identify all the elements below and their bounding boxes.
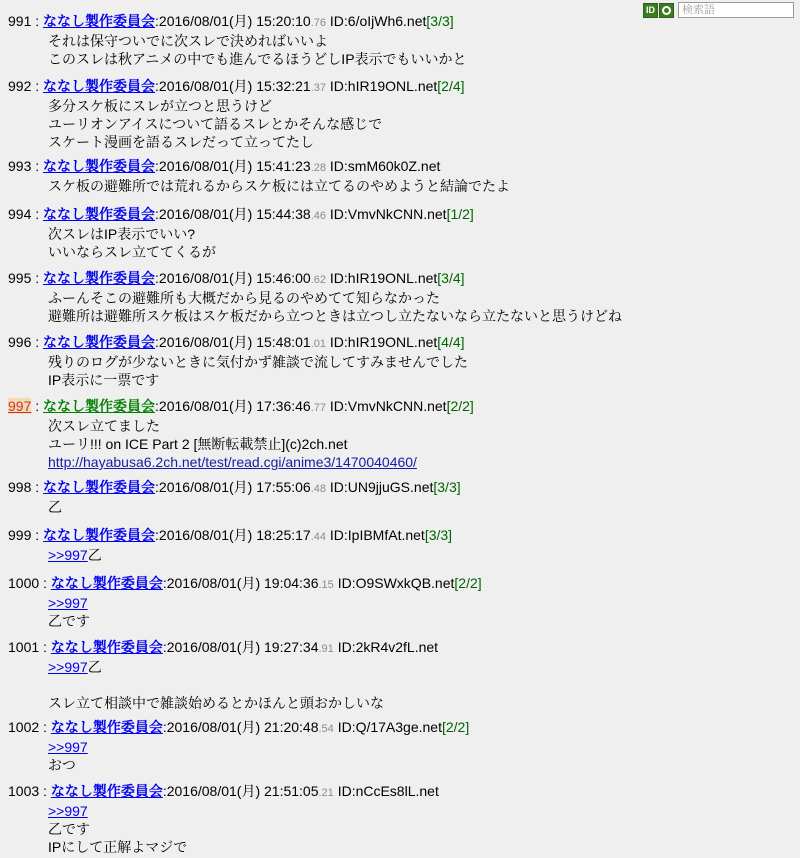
poster-id[interactable]: ID:6/oIjWh6.net (329, 13, 427, 29)
post-body (48, 32, 800, 68)
post-body (48, 738, 800, 774)
poster-id[interactable]: ID:Q/17A3ge.net (337, 719, 442, 735)
post-number[interactable]: 998 (8, 479, 32, 495)
post-count: [2/4] (437, 78, 465, 94)
poster-id[interactable]: ID:O9SWxkQB.net (337, 575, 455, 591)
reply-anchor[interactable]: >>997 (48, 739, 88, 755)
post-line: 乙です (48, 613, 90, 629)
post-body (48, 177, 800, 195)
reply-anchor[interactable]: >>997 (48, 595, 88, 611)
post-count: [2/2] (454, 575, 482, 591)
post-header: 994 : ななし製作委員会:2016/08/01(月) 15:44:38.46 ID:VmvNkCNN.net[1/2] (8, 206, 474, 222)
post-date-fraction: .76 (310, 17, 326, 29)
post-number[interactable]: 995 (8, 270, 32, 286)
post-header: 999 : ななし製作委員会:2016/08/01(月) 18:25:17.44 ID:IpIBMfAt.net[3/3] (8, 527, 453, 543)
post-header: 1001 : ななし製作委員会:2016/08/01(月) 19:27:34.91 ID:2kR4v2fL.net (8, 639, 439, 655)
post (8, 782, 800, 856)
poster-id[interactable]: ID:hIR19ONL.net (329, 334, 438, 350)
reply-anchor[interactable]: >>997 (48, 803, 88, 819)
blank-line (48, 676, 800, 694)
poster-id[interactable]: ID:VmvNkCNN.net (329, 206, 447, 222)
poster-name[interactable]: ななし製作委員会 (43, 78, 156, 94)
post-header: 993 : ななし製作委員会:2016/08/01(月) 15:41:23.28 ID:smM60k0Z.net (8, 158, 441, 174)
post-number[interactable]: 997 (8, 398, 32, 414)
post-count: [3/3] (426, 13, 454, 29)
post-body (48, 353, 800, 389)
post-number[interactable]: 999 (8, 527, 32, 543)
post-line: 乙 (87, 547, 102, 563)
post-body (48, 289, 800, 325)
post-body (48, 498, 800, 516)
post-body (48, 546, 800, 564)
post-line: 乙 (87, 659, 102, 675)
post-date-fraction: .44 (310, 531, 326, 543)
post-count: [3/3] (424, 527, 453, 543)
search-toolbar (643, 1, 800, 19)
post (8, 12, 800, 68)
post-count: [1/2] (446, 206, 474, 222)
post-line: それは保守ついでに次スレで決めればいいよ (48, 33, 328, 49)
post (8, 638, 800, 712)
poster-name[interactable]: ななし製作委員会 (43, 527, 156, 543)
post-number[interactable]: 1002 (8, 719, 40, 735)
post-body (48, 658, 800, 712)
poster-id[interactable]: ID:VmvNkCNN.net (329, 398, 447, 414)
post-number[interactable]: 991 (8, 13, 32, 29)
thread-link[interactable]: http://hayabusa6.2ch.net/test/read.cgi/anime3/1470040460/ (48, 454, 417, 470)
post-date-fraction: .21 (318, 787, 334, 799)
post-line: 多分スケ板にスレが立つと思うけど (48, 98, 272, 114)
reply-anchor[interactable]: >>997 (48, 547, 88, 563)
post (8, 397, 800, 471)
poster-name[interactable]: ななし製作委員会 (50, 575, 163, 591)
post-count: [4/4] (437, 334, 465, 350)
post-date: 2016/08/01(月) 17:36:46 (158, 398, 311, 414)
post-line: スケ板の避難所では荒れるからスケ板には立てるのやめようと結論でたよ (48, 178, 510, 194)
post-line: 残りのログが少ないときに気付かず雑談で流してすみませんでした (48, 354, 468, 370)
post-date-fraction: .28 (310, 162, 326, 174)
post-date-fraction: .77 (310, 402, 326, 414)
post-date-fraction: .54 (318, 723, 334, 735)
post-line: 乙 (48, 499, 62, 515)
post-header: 995 : ななし製作委員会:2016/08/01(月) 15:46:00.62 ID:hIR19ONL.net[3/4] (8, 270, 465, 286)
post-count: [3/4] (437, 270, 465, 286)
post-line: おつ (48, 757, 76, 773)
post (8, 157, 800, 195)
post-number[interactable]: 1003 (8, 783, 40, 799)
poster-name[interactable]: ななし製作委員会 (43, 158, 156, 174)
post-number[interactable]: 994 (8, 206, 32, 222)
poster-id[interactable]: ID:smM60k0Z.net (329, 158, 441, 174)
post (8, 77, 800, 151)
post-header: 1002 : ななし製作委員会:2016/08/01(月) 21:20:48.54 ID:Q/17A3ge.net[2/2] (8, 719, 470, 735)
post (8, 333, 800, 389)
poster-name[interactable]: ななし製作委員会 (50, 719, 163, 735)
post (8, 718, 800, 774)
post-date: 2016/08/01(月) 15:41:23 (158, 158, 311, 174)
post-date-fraction: .91 (318, 643, 334, 655)
poster-id[interactable]: ID:2kR4v2fL.net (337, 639, 439, 655)
post (8, 269, 800, 325)
post (8, 574, 800, 630)
post-date: 2016/08/01(月) 21:51:05 (166, 783, 319, 799)
post-date: 2016/08/01(月) 15:48:01 (158, 334, 311, 350)
circle-icon[interactable] (659, 3, 674, 18)
post-date: 2016/08/01(月) 17:55:06 (158, 479, 311, 495)
post-line: IP表示に一票です (48, 372, 160, 388)
search-input[interactable] (678, 2, 794, 18)
post-header: 991 : ななし製作委員会:2016/08/01(月) 15:20:10.76 ID:6/oIjWh6.net[3/3] (8, 13, 454, 29)
post-number[interactable]: 1000 (8, 575, 40, 591)
post-number[interactable]: 1001 (8, 639, 40, 655)
post-date: 2016/08/01(月) 21:20:48 (166, 719, 319, 735)
post-date: 2016/08/01(月) 15:20:10 (158, 13, 311, 29)
post-date: 2016/08/01(月) 15:44:38 (158, 206, 311, 222)
poster-id[interactable]: ID:hIR19ONL.net (329, 270, 438, 286)
post-date: 2016/08/01(月) 19:27:34 (166, 639, 319, 655)
post-line: 次スレはIP表示でいい? (48, 226, 196, 242)
post-date-fraction: .01 (310, 338, 326, 350)
post (8, 478, 800, 516)
post-date: 2016/08/01(月) 15:32:21 (158, 78, 311, 94)
poster-name[interactable]: ななし製作委員会 (43, 206, 156, 222)
post-line: スケート漫画を語るスレだって立ってたし (48, 134, 314, 150)
post-header: 997 : ななし製作委員会:2016/08/01(月) 17:36:46.77 ID:VmvNkCNN.net[2/2] (8, 398, 474, 414)
post-number[interactable]: 992 (8, 78, 32, 94)
post-date-fraction: .46 (310, 210, 326, 222)
post-date-fraction: .15 (318, 579, 334, 591)
poster-name[interactable]: ななし製作委員会 (50, 639, 163, 655)
post-number[interactable]: 996 (8, 334, 32, 350)
post-body (48, 594, 800, 630)
post-header: 1003 : ななし製作委員会:2016/08/01(月) 21:51:05.21 ID:nCcEs8lL.net (8, 783, 439, 799)
post-line: 避難所は避難所スケ板はスケ板だから立つときは立つし立たないなら立たないと思うけどね (48, 308, 622, 324)
post-body (48, 802, 800, 856)
poster-id[interactable]: ID:IpIBMfAt.net (329, 527, 425, 543)
poster-name[interactable]: ななし製作委員会 (43, 13, 156, 29)
post-line: ユーリオンアイスについて語るスレとかそんな感じで (48, 116, 383, 132)
post-body (48, 225, 800, 261)
post (8, 205, 800, 261)
post-date-fraction: .48 (310, 483, 326, 495)
post-body (48, 97, 800, 151)
post-line: いいならスレ立ててくるが (48, 244, 216, 260)
post-number[interactable]: 993 (8, 158, 32, 174)
id-filter-button[interactable]: ID (643, 3, 658, 18)
post-line: ユーリ!!! on ICE Part 2 [無断転載禁止](c)2ch.net (48, 436, 348, 452)
post-header: 1000 : ななし製作委員会:2016/08/01(月) 19:04:36.15 ID:O9SWxkQB.net[2/2] (8, 575, 482, 591)
post-line: ふーんそこの避難所も大概だから見るのやめてて知らなかった (48, 290, 440, 306)
post-line: 次スレ立てました (48, 418, 160, 434)
post-date: 2016/08/01(月) 19:04:36 (166, 575, 319, 591)
post-header: 992 : ななし製作委員会:2016/08/01(月) 15:32:21.37 ID:hIR19ONL.net[2/4] (8, 78, 465, 94)
post-body (48, 417, 800, 471)
poster-id[interactable]: ID:nCcEs8lL.net (337, 783, 439, 799)
poster-id[interactable]: ID:UN9jjuGS.net (329, 479, 434, 495)
post-line: スレ立て相談中で雑談始めるとかほんと頭おかしいな (48, 695, 384, 711)
poster-name[interactable]: ななし製作委員会 (43, 334, 156, 350)
post-header: 996 : ななし製作委員会:2016/08/01(月) 15:48:01.01 ID:hIR19ONL.net[4/4] (8, 334, 465, 350)
post-header: 998 : ななし製作委員会:2016/08/01(月) 17:55:06.48 ID:UN9jjuGS.net[3/3] (8, 479, 461, 495)
post-date-fraction: .62 (310, 274, 326, 286)
reply-anchor[interactable]: >>997 (48, 659, 88, 675)
post-date-fraction: .37 (310, 82, 326, 94)
post (8, 526, 800, 564)
post-count: [2/2] (446, 398, 474, 414)
post-count: [3/3] (433, 479, 461, 495)
poster-id[interactable]: ID:hIR19ONL.net (329, 78, 438, 94)
poster-name[interactable]: ななし製作委員会 (43, 398, 156, 414)
post-line: IPにして正解よマジで (48, 839, 188, 855)
post-line: 乙です (48, 821, 90, 837)
post-date: 2016/08/01(月) 18:25:17 (158, 527, 311, 543)
post-line: このスレは秋アニメの中でも進んでるほうどしIP表示でもいいかと (48, 51, 467, 67)
post-date: 2016/08/01(月) 15:46:00 (158, 270, 311, 286)
poster-name[interactable]: ななし製作委員会 (50, 783, 163, 799)
poster-name[interactable]: ななし製作委員会 (43, 270, 156, 286)
poster-name[interactable]: ななし製作委員会 (43, 479, 156, 495)
post-count: [2/2] (441, 719, 470, 735)
